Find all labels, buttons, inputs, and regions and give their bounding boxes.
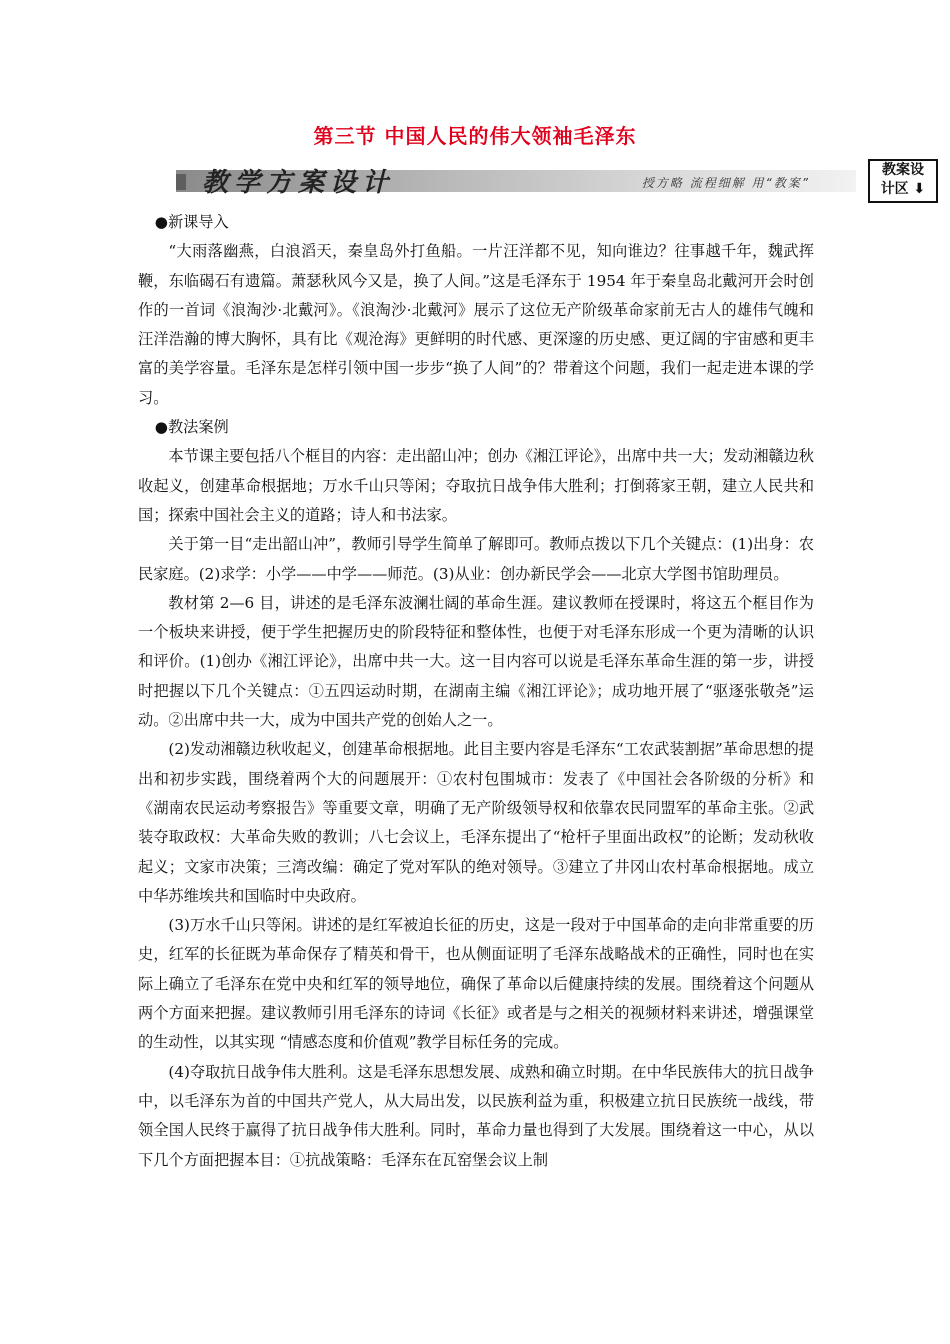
paragraph: 教材第 2—6 目，讲述的是毛泽东波澜壮阔的革命生涯。建议教师在授课时，将这五个框目作为一个板块来讲授，便于学生把握历史的阶段特征和整体性，也便于对毛泽东形成一个更为清晰的认识和评价。(1)创办《湘江评论》，出席中共一大。这一目内容可以说是毛泽东革命生涯的第一步，讲授时把握以下几个关键点：①五四运动时期，在湖南主编《湘江评论》；成功地开展了“驱逐张敬尧”运动。②出席中共一大，成为中国共产党的创始人之一。 [138, 593, 814, 730]
paragraph: (2)发动湘赣边秋收起义，创建革命根据地。此目主要内容是毛泽东“工农武装割据”革命思想的提出和初步实践，围绕着两个大的问题展开：①农村包围城市：发表了《中国社会各阶级的分析》和《湖南农民运动考察报告》等重要文章，明确了无产阶级领导权和依靠农民同盟军的革命主张。②武装夺取政权：大革命失败的教训；八七会议上，毛泽东提出了“枪杆子里面出政权”的论断；发动秋收起义；文家市决策；三湾改编：确定了党对军队的绝对领导。③建立了井冈山农村革命根据地。成立中华苏维埃共和国临时中央政府。 [138, 740, 814, 905]
side-box-line1: 教案设 [882, 162, 924, 178]
banner-title: 教学方案设计 [202, 168, 395, 198]
paragraph: “大雨落幽燕，白浪滔天，秦皇岛外打鱼船。一片汪洋都不见，知向谁边？往事越千年，魏武挥鞭，东临碣石有遗篇。萧瑟秋风今又是，换了人间。”这是毛泽东于 1954 年于秦皇岛北戴河开会时创作的一首词《浪淘沙·北戴河》。《浪淘沙·北戴河》展示了这位无产阶级革命家前无古人的雄伟气魄和汪洋浩瀚的博大胸怀，具有比《观沧海》更鲜明的时代感、更深邃的历史感、更辽阔的宇宙感和更丰富的美学容量。毛泽东是怎样引领中国一步步“换了人间”的？带着这个问题，我们一起走进本课的学习。 [138, 242, 814, 407]
teaching-case-heading: ●教法案例 [154, 418, 229, 437]
new-lesson-heading: ●新课导入 [154, 213, 229, 231]
lesson-design-area-box [868, 159, 938, 203]
side-box-line2: 计区 ⬇ [880, 181, 926, 197]
section-banner [176, 162, 856, 196]
paragraph: (4)夺取抗日战争伟大胜利。这是毛泽东思想发展、成熟和确立时期。在中华民族伟大的抗日战争中，以毛泽东为首的中国共产党人，从大局出发，以民族利益为重，积极建立抗日民族统一战线，带领全国人民终于赢得了抗日战争伟大胜利。同时，革命力量也得到了大发展。围绕着这一中心，从以下几个方面把握本目：①抗战策略：毛泽东在瓦窑堡会议上制 [138, 1062, 814, 1169]
document-body [138, 208, 814, 1175]
page-title: 第三节 中国人民的伟大领袖毛泽东 [313, 124, 637, 148]
paragraph: (3)万水千山只等闲。讲述的是红军被迫长征的历史，这是一段对于中国革命的走向非常重要的历史，红军的长征既为革命保存了精英和骨干，也从侧面证明了毛泽东战略战术的正确性，同时也在实际上确立了毛泽东在党中央和红军的领导地位，确保了革命以后健康持续的发展。围绕着这个问题从两个方面来把握。建议教师引用毛泽东的诗词《长征》或者是与之相关的视频材料来讲述，增强课堂的生动性，以其实现 “情感态度和价值观”教学目标任务的完成。 [138, 916, 814, 1052]
paragraph: 本节课主要包括八个框目的内容：走出韶山冲；创办《湘江评论》，出席中共一大；发动湘赣边秋收起义，创建革命根据地；万水千山只等闲；夺取抗日战争伟大胜利；打倒蒋家王朝，建立人民共和国；探索中国社会主义的道路；诗人和书法家。 [138, 447, 814, 524]
paragraph: 关于第一目“走出韶山冲”，教师引导学生简单了解即可。教师点拨以下几个关键点：(1)出身：农民家庭。(2)求学：小学——中学——师范。(3)从业：创办新民学会——北京大学图书馆助理员。 [138, 535, 814, 583]
banner-subtitle: 授方略 流程细解 用“教案” [641, 176, 810, 190]
